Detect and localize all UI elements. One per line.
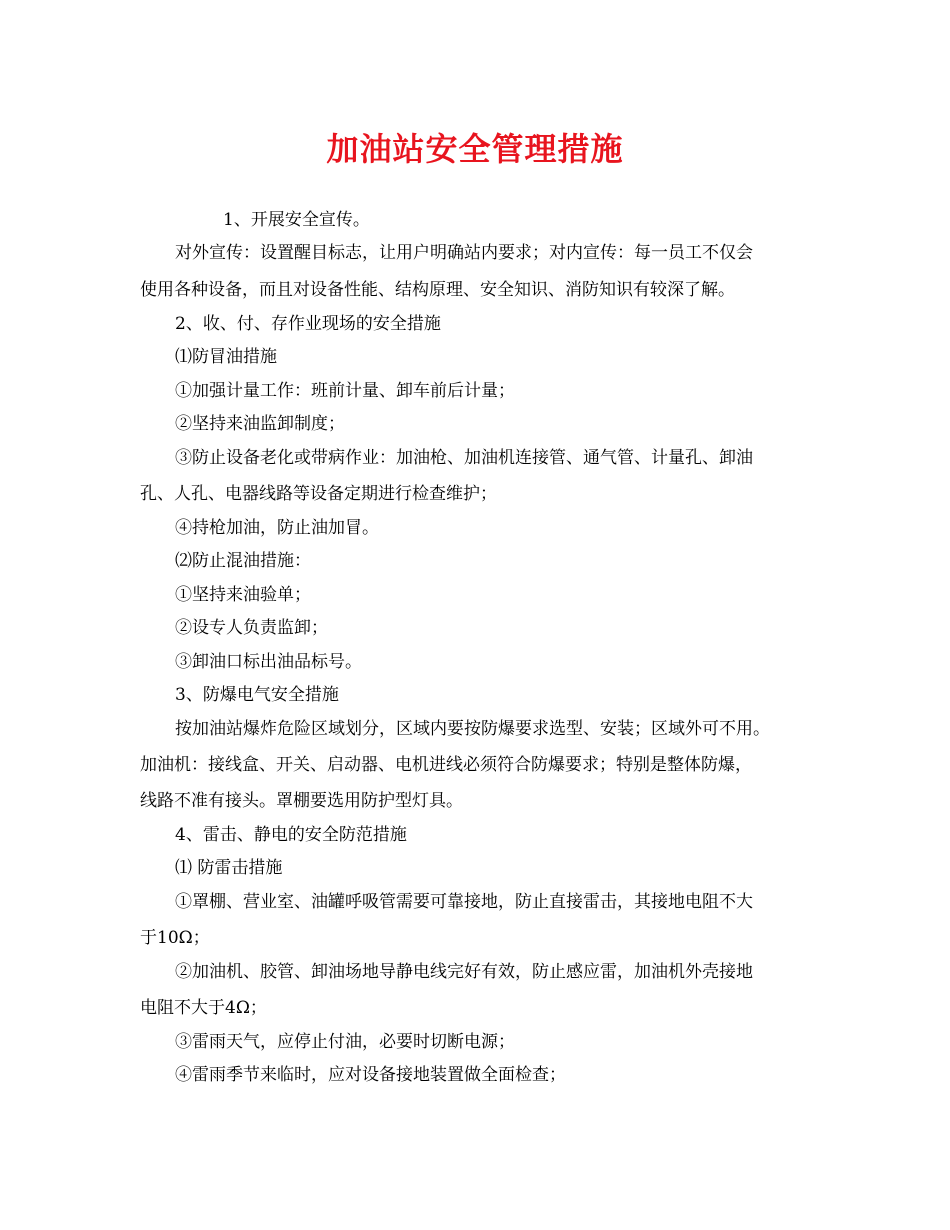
paragraph-line: 对外宣传：设置醒目标志，让用户明确站内要求；对内宣传：每一员工不仅会 [175,243,753,263]
list-item: ④雷雨季节来临时，应对设备接地装置做全面检查； [175,1065,566,1085]
section-heading: 2、收、付、存作业现场的安全措施 [175,314,441,334]
subsection-heading: ⑴ 防雷击措施 [175,858,283,878]
list-item: ②加油机、胶管、卸油场地导静电线完好有效，防止感应雷，加油机外壳接地 [175,962,753,982]
list-item-continuation: 孔、人孔、电器线路等设备定期进行检查维护； [140,484,497,504]
list-item-continuation: 电阻不大于4Ω； [140,998,267,1018]
paragraph-line: 加油机：接线盒、开关、启动器、电机进线必须符合防爆要求；特别是整体防爆， [140,755,752,775]
paragraph-line: 使用各种设备，而且对设备性能、结构原理、安全知识、消防知识有较深了解。 [140,280,735,300]
paragraph-line: 按加油站爆炸危险区域划分，区域内要按防爆要求选型、安装；区域外可不用。 [175,719,770,739]
list-item: ②坚持来油监卸制度； [175,414,345,434]
list-item: ④持枪加油，防止油加冒。 [175,518,379,538]
document-title: 加油站安全管理措施 [326,130,624,168]
list-item: ③卸油口标出油品标号。 [175,652,362,672]
paragraph-line: 1、开展安全宣传。 [223,210,370,230]
list-item: ①加强计量工作：班前计量、卸车前后计量； [175,381,515,401]
list-item-continuation: 于10Ω； [140,928,210,948]
list-item: ①罩棚、营业室、油罐呼吸管需要可靠接地，防止直接雷击，其接地电阻不大 [175,892,753,912]
list-item: ③防止设备老化或带病作业：加油枪、加油机连接管、通气管、计量孔、卸油 [175,448,753,468]
section-heading: 4、雷击、静电的安全防范措施 [175,825,407,845]
subsection-heading: ⑴防冒油措施 [175,347,277,367]
subsection-heading: ⑵防止混油措施： [175,551,311,571]
paragraph-line: 线路不准有接头。罩棚要选用防护型灯具。 [140,791,463,811]
list-item: ②设专人负责监卸； [175,618,328,638]
list-item: ①坚持来油验单； [175,585,311,605]
section-heading: 3、防爆电气安全措施 [175,685,339,705]
list-item: ③雷雨天气，应停止付油，必要时切断电源； [175,1032,515,1052]
